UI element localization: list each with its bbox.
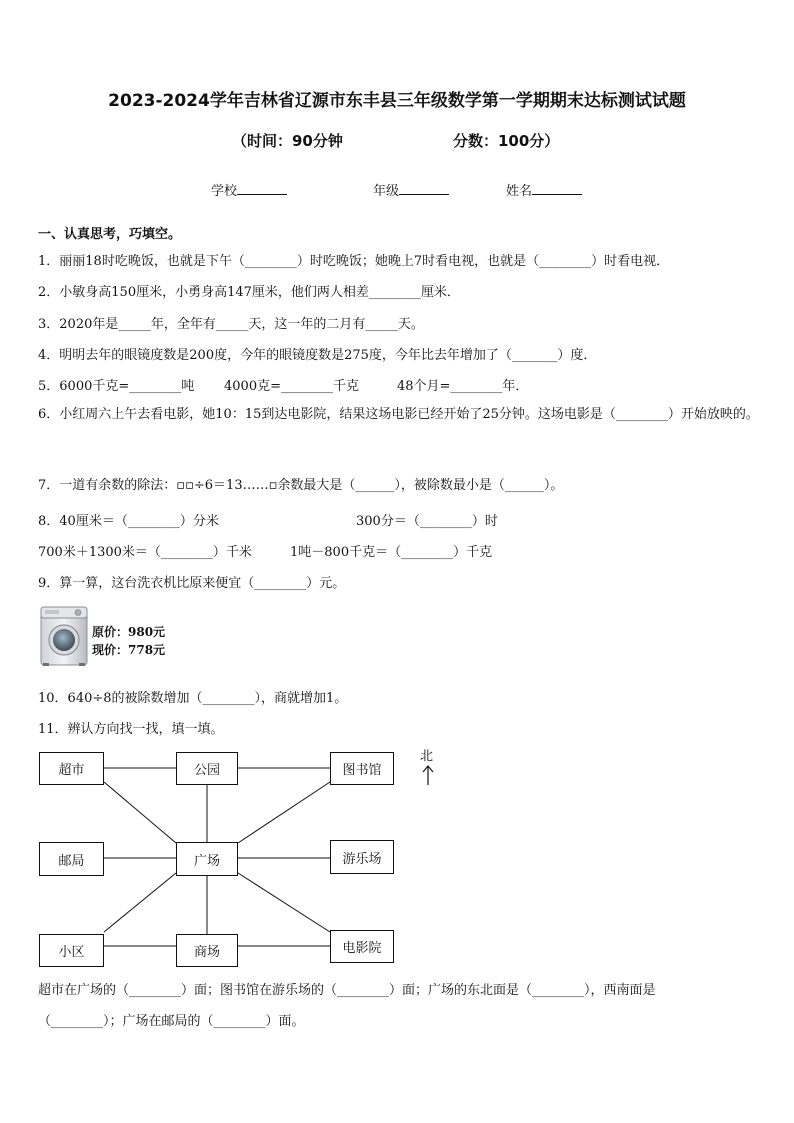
question-5a: 5．6000千克=________吨 [38,379,195,394]
question-1: 1．丽丽18时吃晚饭，也就是下午（________）时吃晚饭；她晚上7时看电视，也就是（________）时看电视． [38,254,670,269]
question-4: 4．明明去年的眼镜度数是200度，今年的眼镜度数是275度，今年比去年增加了（_______）度． [38,348,597,363]
question-3: 3．2020年是_____年，全年有_____天，这一年的二月有_____天。 [38,317,424,332]
question-11: 11．辨认方向找一找，填一填。 [38,722,224,737]
page-title: 2023-2024学年吉林省辽源市东丰县三年级数学第一学期期末达标测试试题 [108,91,686,111]
question-7: 7．一道有余数的除法：▫▫÷6＝13……▫余数最大是（______），被除数最小是（______）。 [38,478,564,493]
map-node-community: 小区 [39,934,104,967]
exam-time: （时间：90分钟 [232,132,343,150]
north-arrow-icon [423,766,433,785]
grade-label: 年级 [373,184,400,199]
map-node-library: 图书馆 [330,752,394,785]
question-6: 6．小红周六上午去看电影，她10：15到达电影院，结果这场电影已经开始了25分钟。这场电影是（________）开始放映的。 [38,407,759,422]
map-node-amusement-park: 游乐场 [330,840,394,874]
school-label: 学校 [211,184,238,199]
map-node-park: 公园 [176,752,238,785]
question-11-answer-line-1: 超市在广场的（________）面；图书馆在游乐场的（________）面；广场的东北面是（________），西南面是 [38,983,656,998]
question-2: 2．小敏身高150厘米，小勇身高147厘米，他们两人相差________厘米． [38,285,460,300]
question-8a: 8．40厘米＝（________）分米 [38,514,219,529]
original-price: 原价：980元 [92,625,166,639]
map-node-cinema: 电影院 [330,930,394,963]
question-9: 9．算一算，这台洗衣机比原来便宜（________）元。 [38,576,346,591]
current-price: 现价：778元 [92,643,166,657]
map-node-mall: 商场 [176,934,238,967]
question-8d: 1吨－800千克＝（________）千克 [290,545,493,560]
name-label: 姓名 [506,184,533,199]
question-8b: 300分＝（________）时 [356,514,498,529]
map-node-supermarket: 超市 [39,752,104,785]
question-11-answer-line-2: （________）；广场在邮局的（________）面。 [38,1014,305,1029]
question-8c: 700米＋1300米＝（________）千米 [38,545,252,560]
question-5b: 4000克=________千克 [224,379,359,394]
map-node-post-office: 邮局 [39,842,104,876]
north-label: 北 [420,749,434,764]
question-10: 10．640÷8的被除数增加（________），商就增加1。 [38,691,348,706]
exam-score: 分数：100分） [453,132,560,150]
map-node-square: 广场 [176,842,238,876]
section-heading: 一、认真思考，巧填空。 [38,227,182,242]
question-5c: 48个月=________年． [397,379,529,394]
